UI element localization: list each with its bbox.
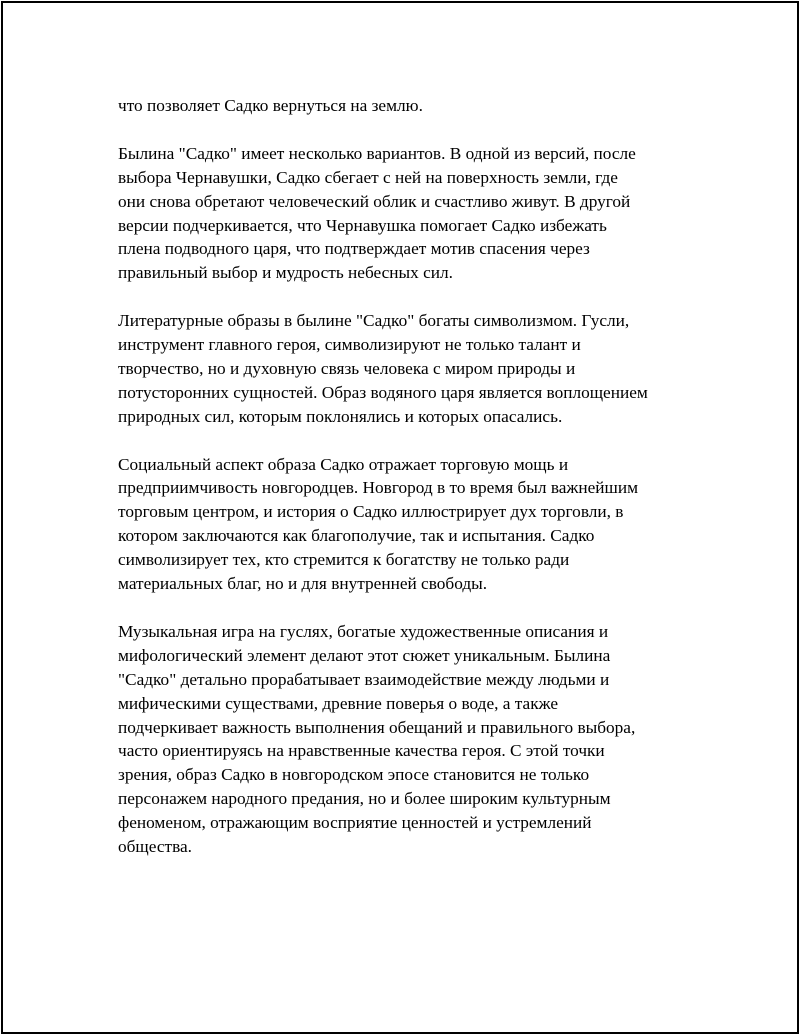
paragraph-5 (118, 620, 693, 859)
text-line: котором заключаются как благополучие, так и испытания. Садко (118, 526, 595, 546)
text-line: творчество, но и духовную связь человека с миром природы и (118, 358, 576, 378)
text-line: версии подчеркивается, что Чернавушка помогает Садко избежать (118, 215, 607, 235)
text-line: символизирует тех, кто стремится к богатству не только ради (118, 550, 570, 570)
text-line: Музыкальная игра на гуслях, богатые художественные описания и (118, 621, 609, 641)
text-line: предприимчивость новгородцев. Новгород в то время был важнейшим (118, 478, 639, 498)
paragraph-2 (118, 142, 693, 285)
text-line: материальных благ, но и для внутренней свободы. (118, 574, 488, 594)
text-line: феноменом, отражающим восприятие ценностей и устремлений (118, 813, 592, 833)
text-line: часто ориентируясь на нравственные качества героя. С этой точки (118, 741, 605, 761)
text-line: общества. (118, 837, 192, 857)
paragraph-4 (118, 453, 693, 596)
text-line: подчеркивает важность выполнения обещаний и правильного выбора, (118, 717, 636, 737)
text-line: плена подводного царя, что подтверждает мотив спасения через (118, 239, 590, 259)
document-body (118, 94, 693, 883)
text-line: торговым центром, и история о Садко иллюстрирует дух торговли, в (118, 502, 624, 522)
text-line: что позволяет Садко вернуться на землю. (118, 96, 423, 115)
text-line: Литературные образы в былине "Садко" богаты символизмом. Гусли, (118, 311, 630, 331)
text-line: мифологический элемент делают этот сюжет уникальным. Былина (118, 645, 611, 665)
text-line: правильный выбор и мудрость небесных сил. (118, 263, 453, 283)
text-line: они снова обретают человеческий облик и счастливо живут. В другой (118, 191, 631, 211)
text-line: потусторонних сущностей. Образ водяного царя является воплощением (118, 382, 648, 402)
text-line: мифическими существами, древние поверья о воде, а также (118, 693, 558, 713)
paragraph-1 (118, 94, 693, 118)
text-line: зрения, образ Садко в новгородском эпосе становится не только (118, 765, 590, 785)
text-line: выбора Чернавушки, Садко сбегает с ней на поверхность земли, где (118, 167, 618, 187)
paragraph-3 (118, 309, 693, 429)
text-line: персонажем народного предания, но и более широким культурным (118, 789, 611, 809)
text-line: инструмент главного героя, символизируют не только талант и (118, 335, 581, 355)
text-line: природных сил, которым поклонялись и которых опасались. (118, 406, 563, 426)
text-line: "Садко" детально прорабатывает взаимодействие между людьми и (118, 669, 610, 689)
text-line: Былина "Садко" имеет несколько вариантов. В одной из версий, после (118, 143, 636, 163)
text-line: Социальный аспект образа Садко отражает торговую мощь и (118, 454, 569, 474)
